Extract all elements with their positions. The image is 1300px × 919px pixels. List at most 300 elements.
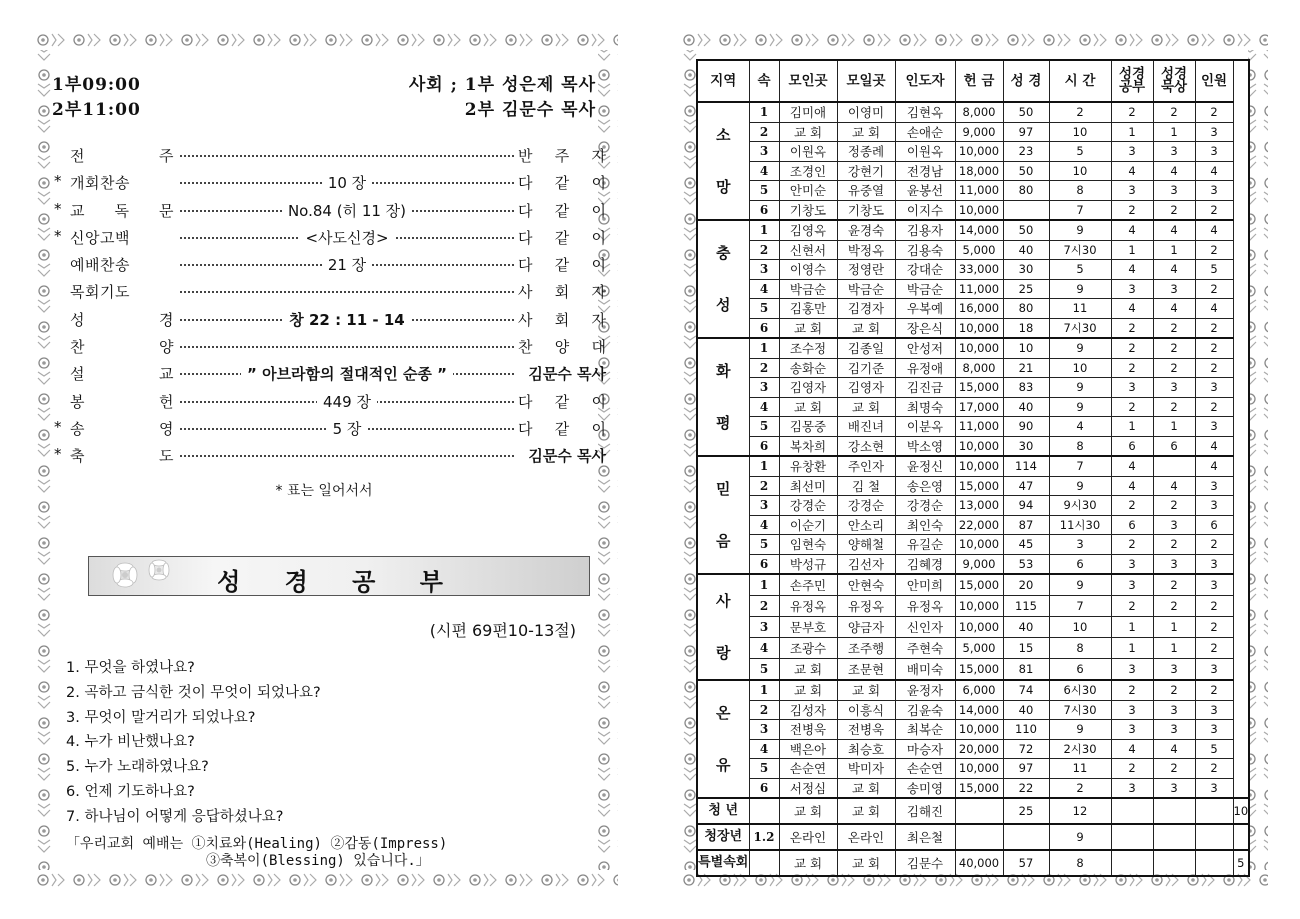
order-row <box>54 197 606 224</box>
table-cell: 김성자 <box>779 700 837 720</box>
table-cell: 2 <box>1111 397 1153 417</box>
standing-mark: * <box>54 226 62 245</box>
order-row <box>54 224 606 251</box>
table-row <box>697 240 1249 260</box>
order-content: 5 장 <box>327 420 368 438</box>
table-cell: 장은식 <box>895 318 955 338</box>
table-cell: 유정옥 <box>779 596 837 617</box>
order-of-worship <box>54 142 606 470</box>
table-cell: 김경자 <box>837 299 895 319</box>
table-cell <box>1111 798 1153 824</box>
table-cell: 9 <box>1049 476 1111 496</box>
table-cell: 4 <box>1111 161 1153 181</box>
host-line-1: 사회 ; 1부 성은제 목사 <box>408 75 596 95</box>
table-cell: 1 <box>1111 617 1153 638</box>
table-cell: 조광수 <box>779 637 837 658</box>
table-cell: 11 <box>1049 299 1111 319</box>
table-cell: 9 <box>1049 378 1111 398</box>
table-cell: 110 <box>1003 720 1049 740</box>
table-row <box>697 161 1249 181</box>
table-cell: 25 <box>1003 798 1049 824</box>
table-cell: 3 <box>1111 142 1153 162</box>
table-cell: 7 <box>1049 456 1111 476</box>
order-role: 다 같 이 <box>518 419 606 438</box>
table-cell: 50 <box>1003 161 1049 181</box>
column-header: 인원 <box>1195 60 1233 102</box>
table-cell: 2 <box>1049 102 1111 122</box>
table-cell: 박정옥 <box>837 240 895 260</box>
table-cell <box>1153 850 1195 876</box>
table-cell: 4 <box>749 637 779 658</box>
table-cell: 10 <box>1003 338 1049 358</box>
table-cell: 2 <box>1153 535 1195 555</box>
standing-mark: * <box>54 199 62 218</box>
table-cell: 12 <box>1049 798 1111 824</box>
table-cell: 3 <box>1195 720 1233 740</box>
region-cell: 온 유 <box>697 680 749 798</box>
region-cell: 사 랑 <box>697 574 749 680</box>
table-cell: 20 <box>1003 574 1049 596</box>
table-cell: 2 <box>1153 680 1195 700</box>
table-row <box>697 824 1249 850</box>
table-cell: 3 <box>1111 700 1153 720</box>
table-cell: 3 <box>749 496 779 516</box>
study-question: 2. 곡하고 금식한 것이 무엇이 되었나요? <box>66 684 321 701</box>
table-cell: 5 <box>749 658 779 680</box>
table-cell <box>1195 798 1233 824</box>
standing-mark: * <box>54 417 62 436</box>
table-cell: 2 <box>749 700 779 720</box>
table-cell: 김혜경 <box>895 554 955 574</box>
table-row <box>697 496 1249 516</box>
order-content-wrap <box>180 227 514 248</box>
bible-study-title: 성 경 공 부 <box>217 568 461 596</box>
table-cell: 이영미 <box>837 102 895 122</box>
table-cell: 주인자 <box>837 456 895 476</box>
table-cell: 4 <box>1195 161 1233 181</box>
table-cell: 김현옥 <box>895 102 955 122</box>
table-cell: 1 <box>749 102 779 122</box>
table-cell: 박미자 <box>837 759 895 779</box>
table-cell: 10,000 <box>955 720 1003 740</box>
table-cell: 3 <box>1195 700 1233 720</box>
table-row <box>697 515 1249 535</box>
order-role: 김문수 목사 <box>528 365 606 384</box>
table-cell: 1 <box>749 338 779 358</box>
order-content-wrap <box>180 309 514 330</box>
table-cell: 3 <box>1153 778 1195 798</box>
order-label: 전 주 <box>70 147 174 165</box>
table-cell: 2 <box>1111 596 1153 617</box>
table-cell: 5 <box>749 759 779 779</box>
table-cell: 윤경숙 <box>837 220 895 240</box>
header-row <box>697 60 1249 102</box>
table-cell: 2 <box>749 476 779 496</box>
table-cell: 2 <box>1153 574 1195 596</box>
order-content-wrap <box>180 363 514 384</box>
table-cell: 조문현 <box>837 658 895 680</box>
table-row <box>697 200 1249 220</box>
table-cell: 4 <box>1195 220 1233 240</box>
table-cell: 10,000 <box>955 535 1003 555</box>
table-cell: 87 <box>1003 515 1049 535</box>
table-cell: 4 <box>1153 260 1195 280</box>
table-cell: 최인숙 <box>895 515 955 535</box>
column-header: 헌 금 <box>955 60 1003 102</box>
table-cell: 손순연 <box>779 759 837 779</box>
table-cell: 6 <box>749 778 779 798</box>
table-cell: 21 <box>1003 358 1049 378</box>
table-cell: 2 <box>1153 596 1195 617</box>
table-cell: 4 <box>749 161 779 181</box>
table-cell: 김홍만 <box>779 299 837 319</box>
table-cell: 7 <box>1049 596 1111 617</box>
table-cell: 5 <box>1049 142 1111 162</box>
table-cell: 30 <box>1003 260 1049 280</box>
table-cell: 문부호 <box>779 617 837 638</box>
table-cell: 2 <box>1153 102 1195 122</box>
column-header: 속 <box>749 60 779 102</box>
table-cell: 4 <box>1153 161 1195 181</box>
table-cell: 53 <box>1003 554 1049 574</box>
table-cell: 9,000 <box>955 554 1003 574</box>
standing-note: * 표는 일어서서 <box>275 483 373 499</box>
table-cell: 115 <box>1003 596 1049 617</box>
table-cell: 박금순 <box>837 279 895 299</box>
table-cell: 1 <box>1111 240 1153 260</box>
table-cell: 18,000 <box>955 161 1003 181</box>
class-meeting-table <box>696 59 1250 877</box>
table-cell: 박금순 <box>779 279 837 299</box>
table-cell: 조주행 <box>837 637 895 658</box>
table-cell: 80 <box>1003 299 1049 319</box>
table-cell: 7시30 <box>1049 318 1111 338</box>
order-role: 다 같 이 <box>518 228 606 247</box>
table-row <box>697 658 1249 680</box>
table-cell: 3 <box>1153 515 1195 535</box>
table-cell: 97 <box>1003 759 1049 779</box>
table-cell: 4 <box>1153 476 1195 496</box>
table-cell: 2 <box>1195 200 1233 220</box>
table-cell: 안소리 <box>837 515 895 535</box>
table-cell: 16,000 <box>955 299 1003 319</box>
table-row <box>697 181 1249 201</box>
order-row <box>54 442 606 469</box>
table-cell <box>1195 850 1233 876</box>
table-cell: 이지수 <box>895 200 955 220</box>
table-cell: 2 <box>1153 397 1195 417</box>
table-cell: 33,000 <box>955 260 1003 280</box>
table-cell: 3 <box>1195 574 1233 596</box>
standing-mark: * <box>54 445 62 464</box>
table-cell: 3 <box>1111 778 1153 798</box>
table-cell: 2 <box>1111 358 1153 378</box>
table-cell: 22,000 <box>955 515 1003 535</box>
table-cell: 최명숙 <box>895 397 955 417</box>
table-cell: 6 <box>749 200 779 220</box>
table-cell: 최승호 <box>837 739 895 759</box>
table-cell: 10,000 <box>955 338 1003 358</box>
table-cell: 유정옥 <box>837 596 895 617</box>
table-cell: 2 <box>1195 617 1233 638</box>
table-cell: 우복예 <box>895 299 955 319</box>
table-cell: 3 <box>1195 658 1233 680</box>
table-cell: 3 <box>1153 658 1195 680</box>
order-row <box>54 169 606 196</box>
table-cell: 11 <box>1049 759 1111 779</box>
order-content: ” 아브라함의 절대적인 순종 ” <box>241 365 453 383</box>
right-page <box>680 30 1268 890</box>
order-row <box>54 333 606 360</box>
table-cell: 2 <box>1195 759 1233 779</box>
table-row <box>697 720 1249 740</box>
table-cell: 6 <box>749 318 779 338</box>
region-cell: 믿 음 <box>697 456 749 574</box>
order-content: 449 장 <box>317 393 377 411</box>
table-cell: 조수정 <box>779 338 837 358</box>
table-cell: 2 <box>1111 102 1153 122</box>
table-cell: 5 <box>749 299 779 319</box>
table-cell: 9 <box>1049 220 1111 240</box>
table-row <box>697 220 1249 240</box>
table-cell <box>1153 456 1195 476</box>
table-cell: 6 <box>1111 515 1153 535</box>
order-content: 10 장 <box>322 174 372 192</box>
study-question: 7. 하나님이 어떻게 응답하셨나요? <box>66 808 284 825</box>
table-cell: 3 <box>1195 496 1233 516</box>
order-label: 설 교 <box>70 365 174 384</box>
table-row <box>697 436 1249 456</box>
order-row <box>54 251 606 278</box>
table-cell: 6 <box>1049 554 1111 574</box>
table-cell: 3 <box>749 142 779 162</box>
table-cell: 유정애 <box>895 358 955 378</box>
table-cell: 이원옥 <box>895 142 955 162</box>
order-role: 사 회 자 <box>518 283 606 302</box>
order-role: 다 같 이 <box>518 256 606 275</box>
table-cell: 4 <box>749 279 779 299</box>
table-cell: 6 <box>1111 436 1153 456</box>
table-row <box>697 778 1249 798</box>
table-cell: 기창도 <box>779 200 837 220</box>
leader-dots <box>180 346 514 348</box>
table-cell: 6 <box>1153 436 1195 456</box>
table-cell: 5 <box>1049 260 1111 280</box>
table-cell: 3 <box>749 260 779 280</box>
order-content-wrap <box>180 391 514 412</box>
table-cell: 9 <box>1049 720 1111 740</box>
table-cell: 5,000 <box>955 637 1003 658</box>
table-cell: 3 <box>1195 476 1233 496</box>
table-cell: 22 <box>1003 778 1049 798</box>
scripture-reference: (시편 69편10-13절) <box>429 621 576 640</box>
table-cell: 김몽중 <box>779 417 837 437</box>
order-label: 예배찬송 <box>70 256 130 275</box>
order-content: 21 장 <box>322 256 372 274</box>
table-cell <box>1233 824 1249 850</box>
table-cell: 교 회 <box>779 680 837 700</box>
table-row <box>697 417 1249 437</box>
table-cell: 이영수 <box>779 260 837 280</box>
table-cell: 40 <box>1003 700 1049 720</box>
order-content: 창 22 : 11 - 14 <box>283 311 410 329</box>
table-cell: 3 <box>1153 554 1195 574</box>
table-cell <box>1003 200 1049 220</box>
table-cell: 10,000 <box>955 200 1003 220</box>
leader-dots <box>180 291 514 293</box>
table-cell: 114 <box>1003 456 1049 476</box>
table-cell: 13,000 <box>955 496 1003 516</box>
table-cell: 10,000 <box>955 318 1003 338</box>
host-line-2: 2부 김문수 목사 <box>464 100 596 120</box>
table-cell: 5 <box>749 535 779 555</box>
table-cell: 15,000 <box>955 778 1003 798</box>
table-cell: 조경인 <box>779 161 837 181</box>
table-cell: 1 <box>1153 417 1195 437</box>
table-cell: 박소영 <box>895 436 955 456</box>
column-header: 성경 공부 <box>1111 60 1153 102</box>
table-cell: 6 <box>1195 515 1233 535</box>
order-role: 사 회 자 <box>518 310 606 329</box>
table-cell: 김용숙 <box>895 240 955 260</box>
table-cell: 47 <box>1003 476 1049 496</box>
table-cell: 57 <box>1003 850 1049 876</box>
table-cell: 8,000 <box>955 102 1003 122</box>
table-cell: 2 <box>1153 759 1195 779</box>
table-cell <box>749 850 779 876</box>
table-cell: 2 <box>1111 200 1153 220</box>
table-cell: 4 <box>749 515 779 535</box>
table-cell: 2 <box>1111 496 1153 516</box>
table-row <box>697 574 1249 596</box>
table-cell: 2 <box>1195 596 1233 617</box>
table-cell: 50 <box>1003 220 1049 240</box>
table-cell: 교 회 <box>779 798 837 824</box>
table-cell: 40,000 <box>955 850 1003 876</box>
order-role: 다 같 이 <box>518 174 606 193</box>
table-row <box>697 299 1249 319</box>
region-cell: 특별속회 <box>697 850 749 876</box>
table-cell: 80 <box>1003 181 1049 201</box>
column-header: 지역 <box>697 60 749 102</box>
table-cell: 4 <box>1111 739 1153 759</box>
table-cell: 74 <box>1003 680 1049 700</box>
table-cell: 10 <box>1049 617 1111 638</box>
table-cell: 1 <box>1111 417 1153 437</box>
table-cell: 강현기 <box>837 161 895 181</box>
table-cell: 2 <box>1153 496 1195 516</box>
table-cell: 2 <box>1195 680 1233 700</box>
table-cell: 14,000 <box>955 220 1003 240</box>
table-cell: 2 <box>1195 535 1233 555</box>
table-cell: 3 <box>1111 279 1153 299</box>
study-questions <box>66 656 321 830</box>
column-header: 모일곳 <box>837 60 895 102</box>
order-row <box>54 142 606 169</box>
table-cell: 유정옥 <box>895 596 955 617</box>
table-cell: 9시30 <box>1049 496 1111 516</box>
table-cell: 3 <box>1153 700 1195 720</box>
table-cell: 김미애 <box>779 102 837 122</box>
table-cell: 2 <box>749 358 779 378</box>
table-cell: 1 <box>749 574 779 596</box>
table-cell: 배진녀 <box>837 417 895 437</box>
table-row <box>697 798 1249 824</box>
table-cell: 2 <box>1195 102 1233 122</box>
table-row <box>697 476 1249 496</box>
table-cell: 6시30 <box>1049 680 1111 700</box>
table-cell: 4 <box>1111 456 1153 476</box>
order-label: 성 경 <box>70 310 174 329</box>
table-cell: 안미순 <box>779 181 837 201</box>
table-row <box>697 554 1249 574</box>
table-cell: 4 <box>1111 260 1153 280</box>
table-cell: 양금자 <box>837 617 895 638</box>
table-cell: 강대순 <box>895 260 955 280</box>
table-cell: 3 <box>749 378 779 398</box>
region-cell: 화 평 <box>697 338 749 456</box>
table-cell: 김선자 <box>837 554 895 574</box>
table-cell: 3 <box>1111 658 1153 680</box>
table-cell: 이원옥 <box>779 142 837 162</box>
table-cell: 김영옥 <box>779 220 837 240</box>
table-cell: 6 <box>1049 658 1111 680</box>
table-cell: 81 <box>1003 658 1049 680</box>
table-cell: 30 <box>1003 436 1049 456</box>
table-cell: 3 <box>1153 378 1195 398</box>
order-content-wrap <box>180 418 514 439</box>
order-content: No.84 (히 11 장) <box>282 202 412 220</box>
table-row <box>697 680 1249 700</box>
table-cell: 4 <box>749 397 779 417</box>
table-cell: 교 회 <box>779 658 837 680</box>
table-cell: 교 회 <box>837 798 895 824</box>
table-cell: 송은영 <box>895 476 955 496</box>
table-cell: 5 <box>749 417 779 437</box>
table-cell: 손애순 <box>895 122 955 142</box>
table-cell: 4 <box>1111 476 1153 496</box>
table-cell: 25 <box>1003 279 1049 299</box>
table-cell: 3 <box>1195 122 1233 142</box>
table-cell: 9,000 <box>955 122 1003 142</box>
order-label: 신앙고백 <box>70 228 130 247</box>
table-cell: 4 <box>1111 220 1153 240</box>
table-cell: 백은아 <box>779 739 837 759</box>
table-cell: 손주민 <box>779 574 837 596</box>
table-cell: 3 <box>1111 574 1153 596</box>
study-question: 3. 무엇이 말거리가 되었나요? <box>66 709 256 726</box>
table-cell: 4 <box>1195 436 1233 456</box>
table-cell: 14,000 <box>955 700 1003 720</box>
table-cell: 교 회 <box>837 318 895 338</box>
table-cell: 15 <box>1003 637 1049 658</box>
table-cell: 유중열 <box>837 181 895 201</box>
table-cell: 정종례 <box>837 142 895 162</box>
table-cell: 3 <box>1049 535 1111 555</box>
table-cell: 9 <box>1049 279 1111 299</box>
table-cell <box>1111 824 1153 850</box>
table-cell: 8,000 <box>955 358 1003 378</box>
table-cell: 1 <box>1111 122 1153 142</box>
order-role: 반 주 자 <box>518 147 606 165</box>
table-cell: 안성저 <box>895 338 955 358</box>
column-header: 시 간 <box>1049 60 1111 102</box>
table-cell: 복차희 <box>779 436 837 456</box>
study-question: 6. 언제 기도하나요? <box>66 783 195 800</box>
table-cell: 윤정자 <box>895 680 955 700</box>
table-cell: 4 <box>1153 739 1195 759</box>
table-cell: 유길순 <box>895 535 955 555</box>
